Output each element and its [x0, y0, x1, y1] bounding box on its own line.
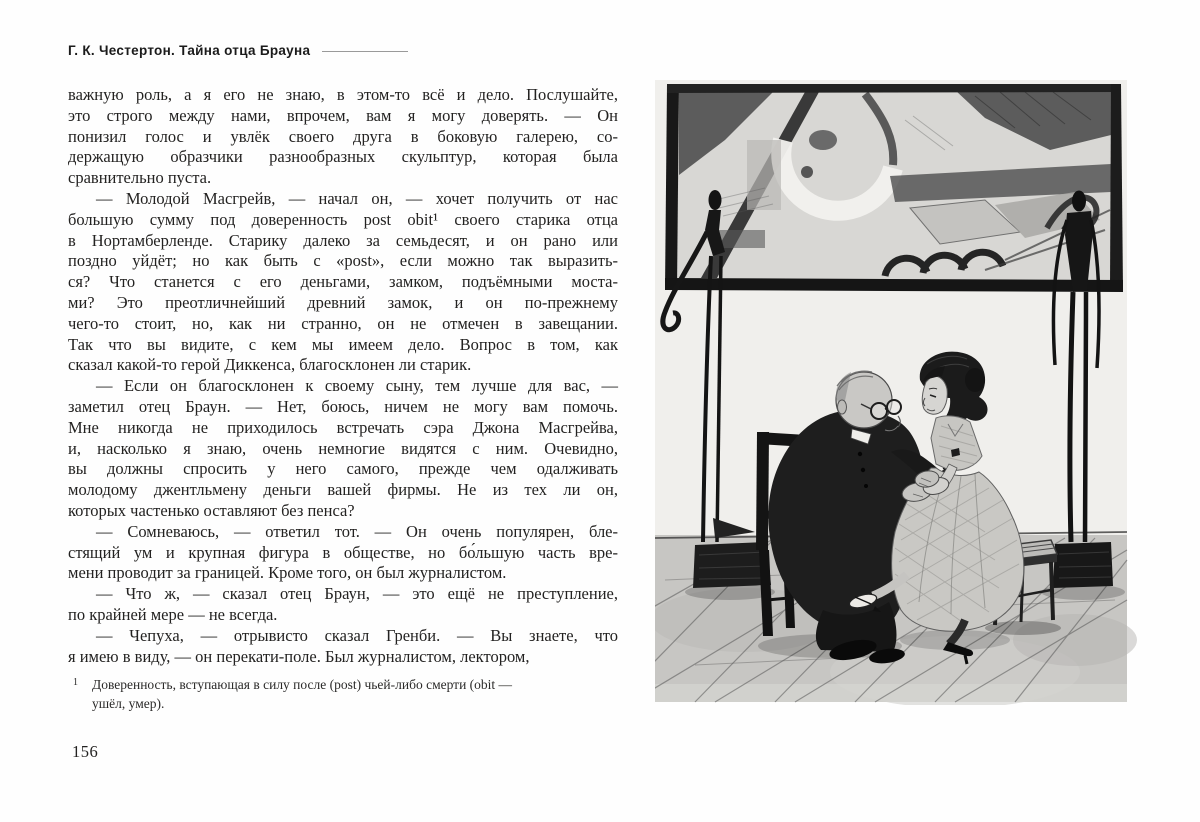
running-head: [68, 43, 408, 58]
text-line: по крайней мере — не всегда.: [68, 604, 278, 624]
text-line: ми? Это преотличнейший древний замок, и он по-прежнему: [68, 292, 618, 312]
header-rule: [322, 51, 408, 52]
text-line: — Что ж, — сказал отец Браун, — это ещё не преступление,: [96, 584, 618, 604]
paragraph: [68, 189, 618, 376]
text-line: и, насколько я знаю, очень немногие видятся с ним. Очевидно,: [68, 438, 618, 458]
illustration-svg: [655, 80, 1142, 705]
text-line: сравнительно пуста.: [68, 168, 212, 188]
text-line: — Если он благосклонен к своему сыну, тем лучше для вас, —: [96, 376, 618, 396]
footnote: [68, 676, 588, 713]
text-line: важную роль, а я его не знаю, в этом-то всё и дело. Послушайте,: [68, 85, 618, 104]
text-line: — Чепуха, — отрывисто сказал Гренби. — Вы знаете, что: [96, 625, 618, 645]
text-line: вы должны спросить у него самого, прежде чем одалживать: [68, 459, 618, 479]
running-head-text: Г. К. Честертон. Тайна отца Брауна: [68, 43, 311, 58]
text-line: понизил голос и увлёк своего друга в боковую галерею, со-: [68, 126, 618, 146]
text-line: — Сомневаюсь, — ответил тот. — Он очень популярен, бле-: [96, 521, 618, 541]
page-number: 156: [72, 742, 99, 761]
text-line: которых частенько оставляют без пенса?: [68, 500, 355, 520]
paragraph: [68, 522, 618, 584]
footnote-text: [92, 676, 588, 713]
text-line: чего-то стоит, но, как ни странно, он не отмечен в завещании.: [68, 313, 618, 333]
text-line: Мне никогда не приходилось встречать сэра Джона Масгрейва,: [68, 417, 618, 437]
text-line: большую сумму под доверенность post obit¹ своего старика отца: [68, 209, 618, 229]
paragraph: [68, 85, 618, 189]
paragraph: [68, 626, 618, 668]
paragraph: [68, 376, 618, 522]
text-line: Так что вы видите, с кем мы имеем дело. Вопрос в том, как: [68, 334, 618, 354]
text-line: ся? Что станется с его деньгами, замком, подъёмными моста-: [68, 272, 618, 292]
abstract-painting: [665, 84, 1123, 292]
text-column: [68, 85, 618, 667]
footnote-line: Доверенность, вступающая в силу после (post) чьей-либо смерти (obit —: [92, 677, 513, 692]
text-line: держащую образчики разнообразных скульптур, которая была: [68, 147, 618, 167]
illustration: [655, 80, 1142, 705]
text-line: стящий ум и крупная фигура в обществе, но бо́льшую часть вре-: [68, 542, 618, 562]
text-line: это строго между нами, впрочем, вам я могу доверять. — Он: [68, 105, 618, 125]
text-line: в Нортамберленде. Старику далеко за семьдесят, и он рано или: [68, 230, 618, 250]
text-line: мени проводит за границей. Кроме того, он был журналистом.: [68, 563, 507, 583]
text-line: я имею в виду, — он перекати-поле. Был журналистом, лектором,: [68, 646, 530, 666]
text-line: сказал какой-то герой Диккенса, благосклонен ли старик.: [68, 355, 472, 375]
paragraph: [68, 584, 618, 626]
footnote-line: ушёл, умер).: [92, 695, 165, 711]
text-line: — Молодой Масгрейв, — начал он, — хочет получить от нас: [96, 188, 618, 208]
text-line: заметил отец Браун. — Нет, боюсь, ничем не могу вам помочь.: [68, 396, 618, 416]
footnote-marker: 1: [73, 677, 78, 688]
text-line: поздно уйдёт; но как быть с «post», если можно так выразить-: [68, 251, 618, 271]
text-line: молодому джентльмену деньги вашей фирмы. Не из тех ли он,: [68, 480, 618, 500]
